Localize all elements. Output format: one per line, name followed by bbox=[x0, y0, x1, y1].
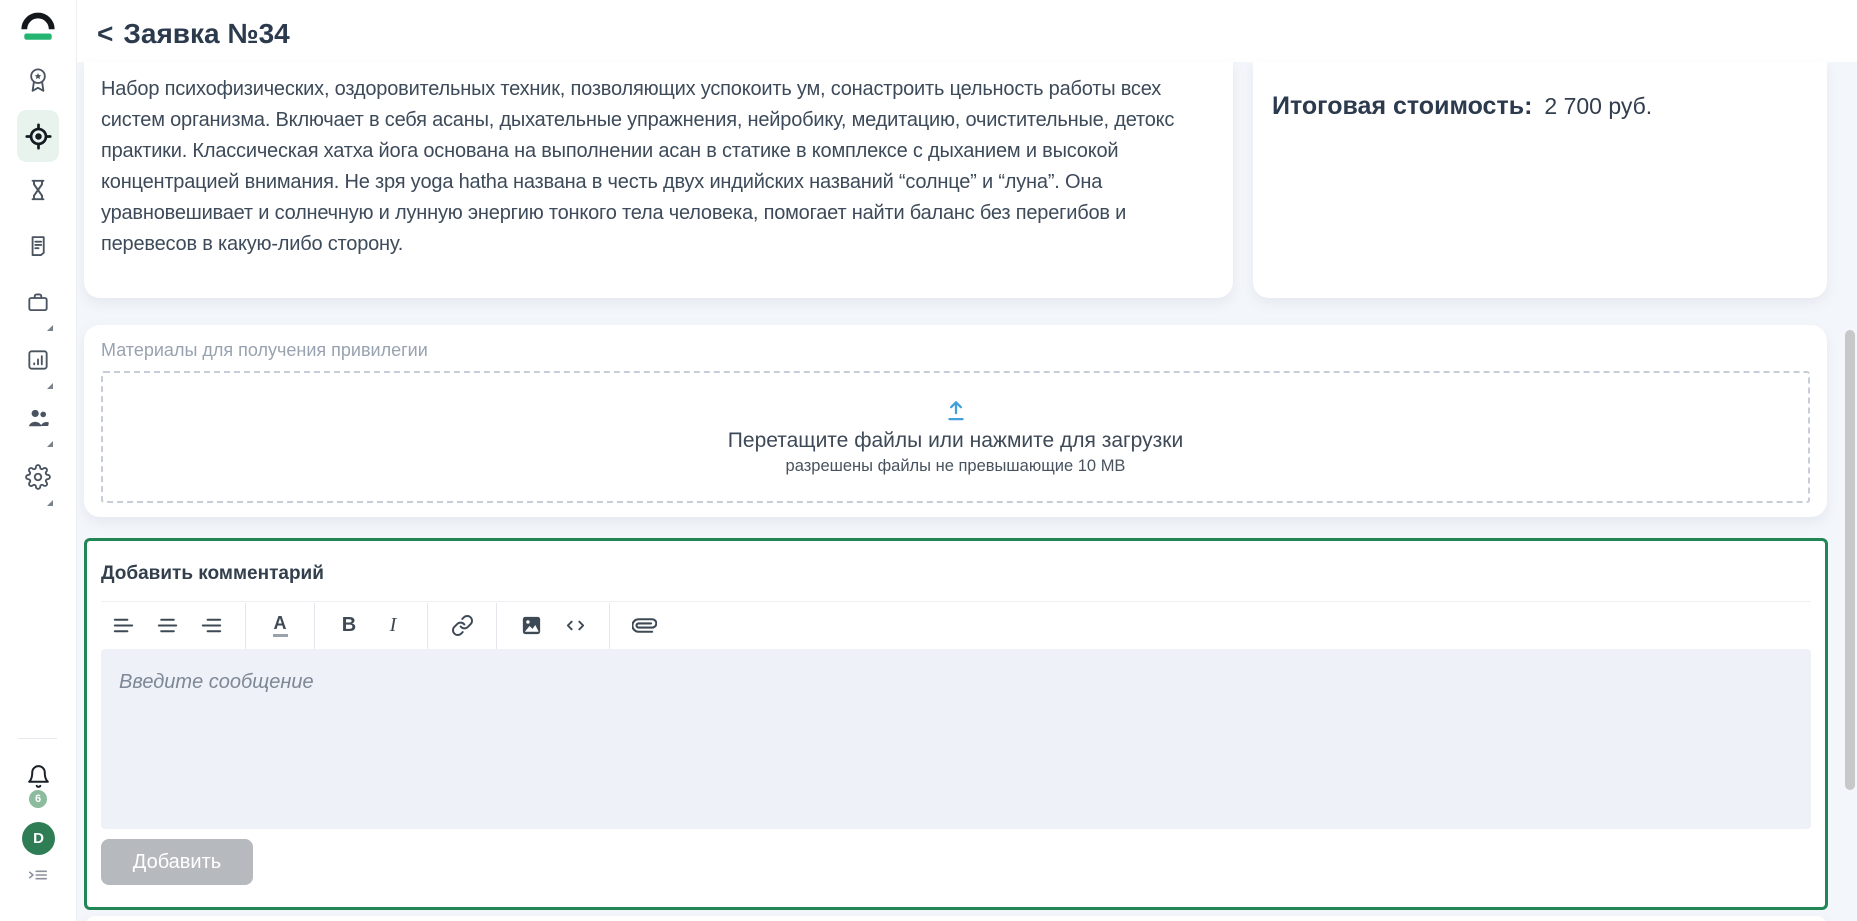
back-button[interactable]: < bbox=[97, 18, 114, 49]
comment-input[interactable] bbox=[101, 649, 1811, 829]
hourglass-icon bbox=[25, 177, 51, 203]
sidebar-item-projects[interactable] bbox=[0, 280, 76, 324]
sidebar-item-settings[interactable] bbox=[0, 455, 76, 499]
page-title: Заявка №34 bbox=[123, 18, 290, 49]
description-text: Набор психофизических, оздоровительных техник, позволяющих успокоить ум, сонастроить цельность работы всех систем организма. Включает в себя асаны, дыхательные упражнения, нейробику, медитацию, очистительные, детокс практики. Классическая хатха йога основана на выполнении асан в статике в комплексе с дыханием и высокой концентрацией внимания. Не зря yoga hatha названа в честь двух индийских названий “солнце” и “луна”. Она уравновешивает и солнечную и лунную энергию тонкого тела человека, помогает найти баланс без перегибов и перевесов в какую-либо сторону. bbox=[101, 78, 1175, 255]
page-header bbox=[97, 18, 290, 50]
logo-icon bbox=[19, 9, 57, 41]
next-card-edge bbox=[84, 916, 1828, 921]
total-price-label: Итоговая стоимость: bbox=[1272, 92, 1533, 120]
comment-card bbox=[84, 538, 1828, 910]
align-left-button[interactable] bbox=[111, 614, 135, 637]
insert-link-button[interactable] bbox=[450, 614, 474, 637]
submenu-indicator bbox=[47, 500, 53, 506]
receipt-icon bbox=[25, 233, 51, 259]
add-comment-button[interactable]: Добавить bbox=[101, 839, 253, 885]
sidebar-item-awards[interactable] bbox=[0, 58, 76, 102]
sidebar-item-invoices[interactable] bbox=[0, 224, 76, 268]
collapse-menu-button[interactable] bbox=[0, 864, 76, 886]
app-logo[interactable] bbox=[0, 9, 76, 41]
award-icon bbox=[25, 67, 51, 93]
sidebar-item-history[interactable] bbox=[0, 168, 76, 212]
code-icon bbox=[564, 614, 587, 637]
total-price-value: 2 700 руб. bbox=[1544, 93, 1653, 119]
sidebar-divider bbox=[18, 738, 57, 739]
notifications-button[interactable] bbox=[0, 764, 76, 789]
submenu-indicator bbox=[47, 383, 53, 389]
sidebar bbox=[0, 0, 76, 921]
attach-file-button[interactable] bbox=[632, 613, 657, 638]
comment-label: Добавить комментарий bbox=[101, 563, 324, 584]
text-color-underline bbox=[273, 634, 288, 637]
sidebar-item-users[interactable] bbox=[0, 396, 76, 440]
notification-badge: 6 bbox=[29, 790, 47, 808]
align-center-icon bbox=[156, 614, 179, 637]
file-dropzone[interactable] bbox=[101, 371, 1810, 503]
dropzone-title: Перетащите файлы или нажмите для загрузки bbox=[727, 429, 1184, 452]
text-color-button[interactable] bbox=[268, 614, 292, 637]
editor-toolbar bbox=[101, 601, 1811, 649]
bell-icon bbox=[26, 764, 51, 789]
materials-label: Материалы для получения привилегии bbox=[101, 340, 428, 360]
materials-card bbox=[84, 325, 1827, 517]
bold-button[interactable]: B bbox=[341, 614, 357, 636]
submenu-indicator bbox=[47, 441, 53, 447]
image-icon bbox=[520, 614, 543, 637]
align-right-button[interactable] bbox=[199, 614, 223, 637]
user-avatar[interactable]: D bbox=[22, 822, 55, 855]
paperclip-icon bbox=[632, 613, 657, 638]
top-header-band bbox=[76, 0, 1857, 62]
align-right-icon bbox=[200, 614, 223, 637]
gear-icon bbox=[25, 464, 51, 490]
insert-image-button[interactable] bbox=[519, 614, 543, 637]
upload-icon bbox=[943, 398, 969, 424]
target-icon bbox=[25, 123, 52, 150]
insert-code-button[interactable] bbox=[563, 614, 587, 637]
link-icon bbox=[451, 614, 474, 637]
text-color-icon: A bbox=[273, 613, 287, 633]
briefcase-icon bbox=[25, 289, 51, 315]
align-center-button[interactable] bbox=[155, 614, 179, 637]
users-icon bbox=[25, 405, 51, 431]
description-card bbox=[84, 62, 1233, 298]
collapse-menu-icon bbox=[27, 864, 49, 886]
price-card bbox=[1253, 62, 1827, 298]
dropzone-hint: разрешены файлы не превышающие 10 MB bbox=[785, 457, 1126, 475]
scrollbar-thumb[interactable] bbox=[1845, 330, 1855, 790]
bar-chart-icon bbox=[25, 347, 51, 373]
align-left-icon bbox=[112, 614, 135, 637]
sidebar-item-target[interactable] bbox=[0, 110, 76, 162]
italic-button[interactable]: I bbox=[389, 614, 397, 636]
sidebar-item-reports[interactable] bbox=[0, 338, 76, 382]
submenu-indicator bbox=[47, 325, 53, 331]
